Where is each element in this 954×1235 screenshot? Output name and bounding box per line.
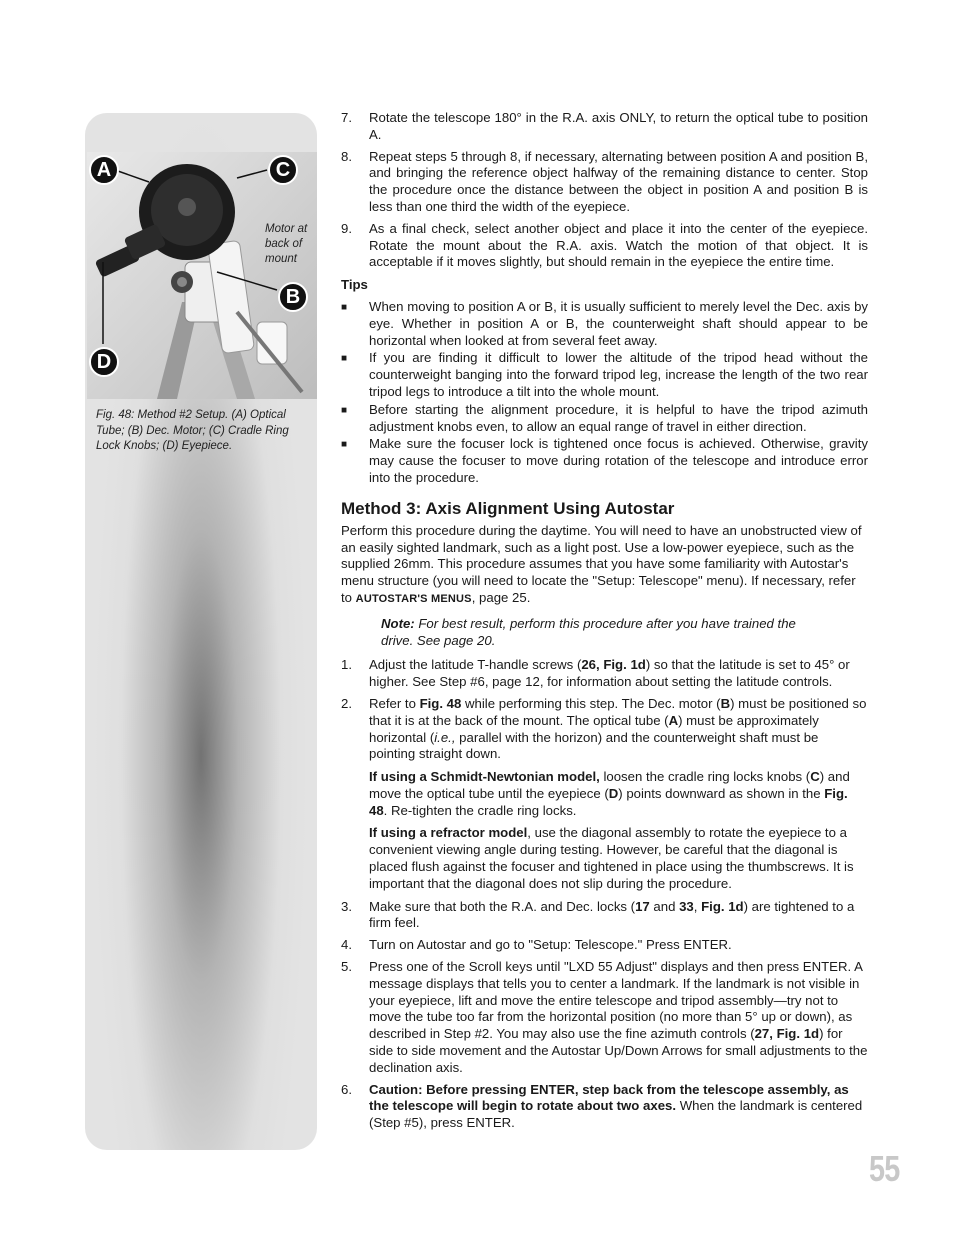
text-run: When the landmark is centered (Step #5), press ENTER. [369, 1098, 863, 1131]
step-number: 7. [341, 110, 352, 125]
text-run: ) points downward as shown in the [618, 785, 825, 801]
label-c-marker: C [268, 155, 298, 185]
tip-item [341, 402, 868, 436]
intro-text: Perform this procedure during the daytime. You will need to have an unobstructed view of an easily sighted landmark, such as a light post. Use a low-power eyepiece, such as the supplied 26mm. This procedure assumes that you have some familiarity with Autostar's menu structure (you will need to locate the "Setup: Telescope" menu). If necessary, refer to [341, 522, 862, 605]
step-text [369, 696, 868, 763]
bold-run: Caution: Before pressing ENTER, step back from the telescope assembly, as the telescope will begin to rotate about two axes. [369, 1081, 849, 1114]
text-run: while performing this step. The Dec. motor ( [461, 695, 721, 711]
bold-run: D [608, 785, 619, 801]
step-number: 9. [341, 220, 352, 236]
tip-item [341, 350, 868, 400]
text-run: parallel with the horizon) and the counterweight shaft must be pointing straight down. [369, 729, 819, 762]
schmidt-newtonian-paragraph [369, 769, 868, 819]
page-number: 55 [869, 1148, 900, 1189]
step-number: 1. [341, 657, 352, 673]
text-run: Adjust the latitude T-handle screws ( [369, 657, 582, 673]
text-run: , use the diagonal assembly to rotate the eyepiece to a convenient viewing angle during testing. However, be careful that the diagonal is placed flush against the focuser and tightened in place using the thumbscrews. It is important that the diagonal does not slip during the procedure. [369, 825, 854, 891]
text-run: ) are tightened to a firm feel. [369, 898, 855, 931]
square-bullet-icon: ■ [341, 353, 348, 365]
step-text: Repeat steps 5 through 8, if necessary, alternating between position A and position B, and bringing the reference object halfway of the remaining distance to center. Stop the procedure once the distance between the object in position A and position B is less than one third the width of the eyepiece. [369, 148, 868, 214]
text-run: ) for side to side movement and the Autostar Up/Down Arrows for small adjustments to the declination axis. [369, 1026, 868, 1075]
step-5 [341, 959, 868, 1077]
bold-run: 33 [679, 898, 694, 914]
bold-run: If using a refractor model [369, 825, 528, 841]
intro-end: , page 25. [471, 589, 531, 605]
step-text: As a final check, select another object and place it into the center of the eyepiece. Rotate the mount about the R.A. axis. Watch the motion of that object. It is acceptable if it moves slightly, but should remain in the eyepiece the entire time. [369, 220, 868, 270]
figure-48-photo [87, 152, 317, 399]
refractor-paragraph [369, 825, 868, 892]
step-number: 4. [341, 937, 352, 953]
bold-run: B [720, 695, 731, 711]
step-text: Rotate the telescope 180° in the R.A. axis ONLY, to return the optical tube to position A. [369, 110, 868, 142]
text-run: Press one of the Scroll keys until "LXD 55 Adjust" displays and then press ENTER. A message displays that tells you to center a landmark. If the landmark is not visible in your eyepiece, lift and move the entire telescope and tripod assembly—try not to move the tube too far from the horizontal position (no more than 5° up or down), as described in Step #2. You may also use the fine azimuth controls ( [369, 959, 863, 1042]
text-run: ) must be positioned so that it is at the back of the mount. The optical tube ( [369, 695, 867, 728]
bold-run: C [810, 769, 820, 785]
bold-run: 26, Fig. 1d [581, 657, 646, 673]
step-number: 6. [341, 1081, 352, 1097]
step-2 [341, 696, 868, 763]
step-1 [341, 657, 868, 691]
intro-reference: AUTOSTAR'S MENUS [355, 592, 472, 605]
text-run: loosen the cradle ring locks knobs ( [599, 769, 811, 785]
square-bullet-icon: ■ [341, 439, 348, 451]
step-text [369, 1082, 868, 1132]
step-text [369, 657, 868, 691]
text-run: Make sure that both the R.A. and Dec. locks ( [369, 898, 636, 914]
text-run: ) and move the optical tube until the eyepiece ( [369, 769, 850, 801]
note-text: For best result, perform this procedure after you have trained the drive. See page 20. [381, 615, 796, 648]
main-content [341, 110, 868, 1137]
step-7 [341, 110, 868, 144]
text-run: ) so that the latitude is set to 45° or higher. See Step #6, page 12, for information about setting the latitude controls. [369, 657, 850, 690]
bold-run: 27, Fig. 1d [754, 1026, 820, 1042]
telescope-illustration [87, 152, 317, 399]
motor-note: Motor at back of mount [265, 223, 308, 265]
tip-text: If you are finding it difficult to lower the altitude of the tripod head without the counterweight banging into the forward tripod leg, increase the length of the two rear tripod legs to introduce a tilt into the whole mount. [369, 350, 868, 399]
tips-heading: Tips [341, 277, 368, 293]
label-b-marker: B [278, 282, 308, 312]
bold-run: Fig. 48 [369, 785, 848, 818]
method-3-intro [341, 523, 868, 608]
step-8 [341, 149, 868, 216]
square-bullet-icon: ■ [341, 301, 348, 313]
text-run: and [649, 898, 680, 914]
bold-run: 17 [635, 898, 650, 914]
figure-caption: Fig. 48: Method #2 Setup. (A) Optical Tube; (B) Dec. Motor; (C) Cradle Ring Lock Knobs; (D) Eyepiece. [96, 409, 289, 452]
text-run: . Re-tighten the cradle ring locks. [383, 802, 577, 818]
label-a-marker: A [89, 155, 119, 185]
bold-run: If using a Schmidt-Newtonian model, [369, 769, 600, 785]
tip-text: When moving to position A or B, it is usually sufficient to merely level the Dec. axis by eye. Whether in position A or B, the counterweight shaft should appear to be horizontal when looked at from several feet away. [369, 298, 868, 348]
training-note [381, 616, 828, 650]
step-text: Turn on Autostar and go to "Setup: Telescope." Press ENTER. [369, 937, 732, 953]
italic-run: i.e., [434, 729, 456, 745]
tip-text: Before starting the alignment procedure, it is helpful to have the tripod azimuth adjustment knobs even, to allow an equal range of travel in either direction. [369, 401, 868, 434]
step-text [369, 899, 868, 933]
square-bullet-icon: ■ [341, 404, 348, 416]
tip-text: Make sure the focuser lock is tightened once focus is achieved. Otherwise, gravity may cause the focuser to move during rotation of the telescope and introduce error into the procedure. [369, 436, 868, 485]
tip-item [341, 436, 868, 486]
step-number: 2. [341, 695, 352, 711]
step-6 [341, 1082, 868, 1132]
step-text [369, 959, 868, 1077]
text-run: , [693, 898, 702, 914]
step-4 [341, 937, 868, 954]
bold-run: Fig. 1d [701, 898, 744, 914]
note-label: Note: [381, 615, 415, 631]
step-9 [341, 221, 868, 271]
step-number: 5. [341, 959, 352, 975]
label-d-marker: D [89, 347, 119, 377]
tip-item [341, 299, 868, 349]
step-number: 8. [341, 148, 352, 164]
bold-run: A [668, 712, 679, 728]
step-number: 3. [341, 898, 352, 914]
step-3 [341, 899, 868, 933]
bold-run: Fig. 48 [419, 695, 462, 711]
text-run: Refer to [369, 695, 420, 711]
text-run: ) must be approximately horizontal ( [369, 712, 819, 745]
method-3-heading: Method 3: Axis Alignment Using Autostar [341, 498, 675, 518]
